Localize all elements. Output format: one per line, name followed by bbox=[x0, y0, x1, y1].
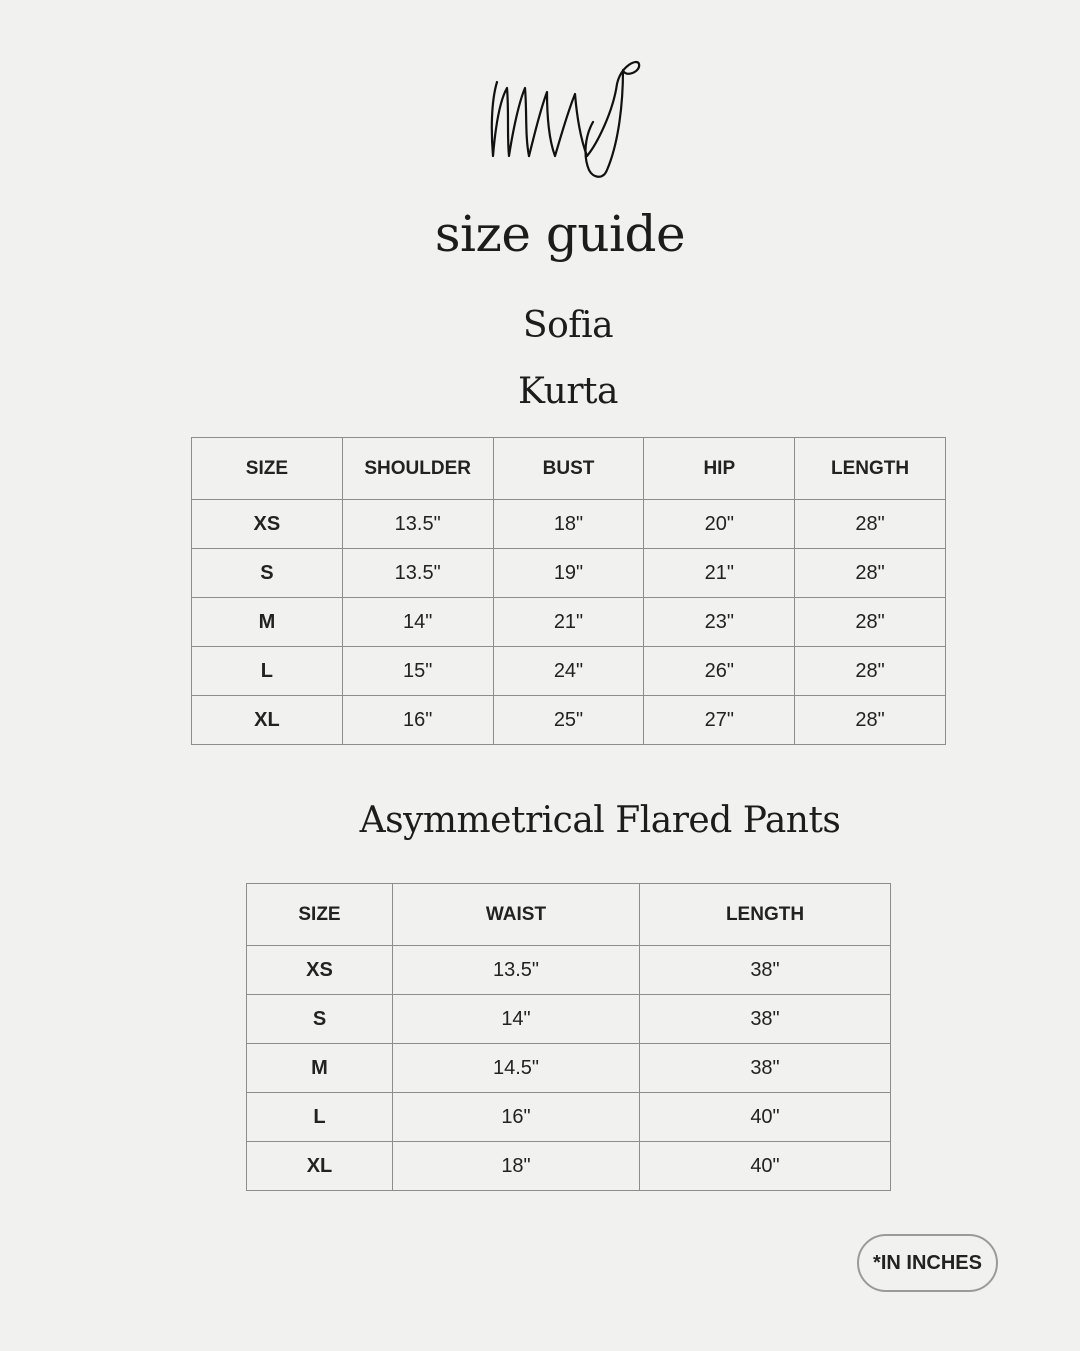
table-cell: 19" bbox=[493, 549, 644, 598]
size-cell: XL bbox=[247, 1142, 393, 1191]
table-cell: 40" bbox=[640, 1093, 891, 1142]
table-row bbox=[192, 598, 946, 647]
table-cell: 28" bbox=[795, 500, 946, 549]
table-cell: 21" bbox=[644, 549, 795, 598]
table-cell: 28" bbox=[795, 598, 946, 647]
table-cell: 28" bbox=[795, 549, 946, 598]
header-size: SIZE bbox=[247, 884, 393, 946]
size-cell: L bbox=[192, 647, 343, 696]
table-cell: 38" bbox=[640, 946, 891, 995]
product-name: Sofia bbox=[522, 305, 614, 346]
size-cell: M bbox=[247, 1044, 393, 1093]
header-shoulder: SHOULDER bbox=[342, 438, 493, 500]
size-cell: S bbox=[192, 549, 343, 598]
size-cell: XS bbox=[247, 946, 393, 995]
product-type-title: Kurta bbox=[518, 371, 618, 412]
kurta-size-table bbox=[191, 437, 946, 745]
table-cell: 24" bbox=[493, 647, 644, 696]
table-cell: 18" bbox=[493, 500, 644, 549]
header-size: SIZE bbox=[192, 438, 343, 500]
unit-note-badge: *IN INCHES bbox=[857, 1234, 998, 1292]
table-header-row bbox=[247, 884, 891, 946]
table-row bbox=[247, 1093, 891, 1142]
table-cell: 27" bbox=[644, 696, 795, 745]
table-cell: 28" bbox=[795, 696, 946, 745]
table-cell: 14" bbox=[393, 995, 640, 1044]
size-cell: S bbox=[247, 995, 393, 1044]
table-cell: 13.5" bbox=[342, 500, 493, 549]
table-row bbox=[192, 696, 946, 745]
pants-section-title: Asymmetrical Flared Pants bbox=[359, 800, 841, 841]
header-waist: WAIST bbox=[393, 884, 640, 946]
table-cell: 15" bbox=[342, 647, 493, 696]
table-cell: 13.5" bbox=[342, 549, 493, 598]
page-title: size guide bbox=[434, 205, 686, 263]
size-cell: XS bbox=[192, 500, 343, 549]
table-cell: 25" bbox=[493, 696, 644, 745]
table-cell: 14.5" bbox=[393, 1044, 640, 1093]
pants-size-table bbox=[246, 883, 891, 1191]
table-cell: 26" bbox=[644, 647, 795, 696]
table-row bbox=[247, 995, 891, 1044]
table-row bbox=[247, 1142, 891, 1191]
table-row bbox=[192, 549, 946, 598]
table-cell: 23" bbox=[644, 598, 795, 647]
size-cell: L bbox=[247, 1093, 393, 1142]
header-bust: BUST bbox=[493, 438, 644, 500]
table-cell: 16" bbox=[342, 696, 493, 745]
size-cell: M bbox=[192, 598, 343, 647]
size-cell: XL bbox=[192, 696, 343, 745]
table-row bbox=[247, 1044, 891, 1093]
table-cell: 13.5" bbox=[393, 946, 640, 995]
table-row bbox=[247, 946, 891, 995]
table-cell: 40" bbox=[640, 1142, 891, 1191]
table-cell: 18" bbox=[393, 1142, 640, 1191]
table-cell: 21" bbox=[493, 598, 644, 647]
brand-logo-signature bbox=[485, 52, 645, 184]
header-length: LENGTH bbox=[640, 884, 891, 946]
table-header-row bbox=[192, 438, 946, 500]
table-cell: 28" bbox=[795, 647, 946, 696]
table-cell: 38" bbox=[640, 1044, 891, 1093]
table-cell: 16" bbox=[393, 1093, 640, 1142]
table-cell: 20" bbox=[644, 500, 795, 549]
table-cell: 38" bbox=[640, 995, 891, 1044]
table-cell: 14" bbox=[342, 598, 493, 647]
table-row bbox=[192, 500, 946, 549]
header-hip: HIP bbox=[644, 438, 795, 500]
table-row bbox=[192, 647, 946, 696]
header-length: LENGTH bbox=[795, 438, 946, 500]
